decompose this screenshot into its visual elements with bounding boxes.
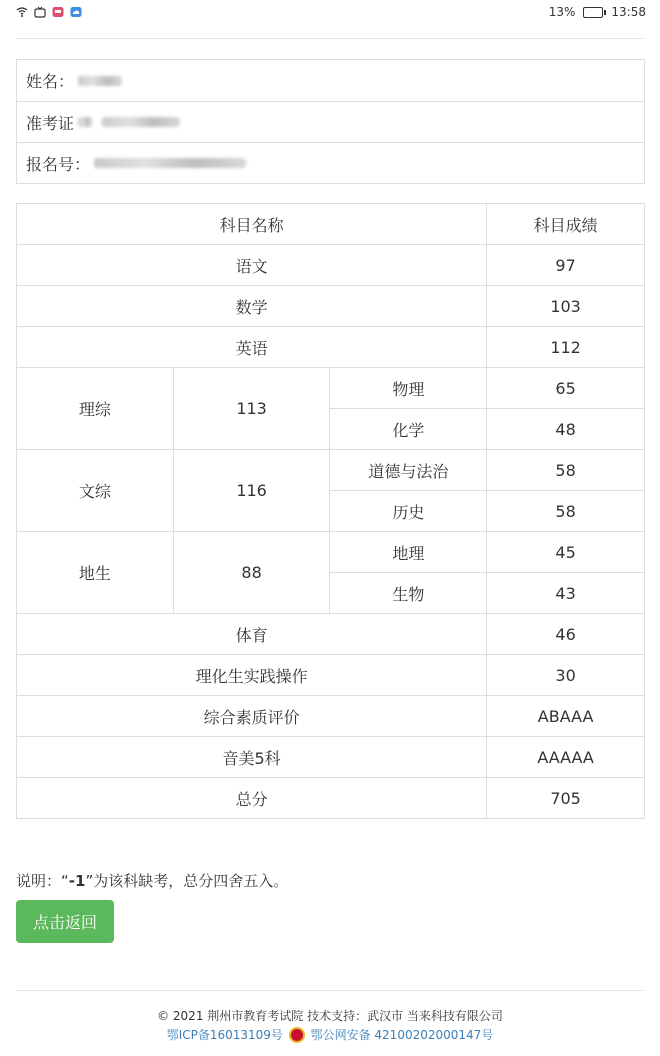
note-code: -1 <box>68 872 86 890</box>
divider <box>16 990 644 991</box>
footer-links <box>0 1026 660 1043</box>
name-row <box>17 60 644 101</box>
total-score: 705 <box>487 778 645 819</box>
sub-subject-label: 生物 <box>330 573 487 614</box>
subject-label: 语文 <box>17 245 487 286</box>
cloud-icon <box>70 6 82 18</box>
subject-score: ABAAA <box>487 696 645 737</box>
group-total: 88 <box>173 532 330 614</box>
group-total: 116 <box>173 450 330 532</box>
sub-subject-score: 48 <box>487 409 645 450</box>
sub-subject-score: 45 <box>487 532 645 573</box>
subject-score: 103 <box>487 286 645 327</box>
subject-label: 数学 <box>17 286 487 327</box>
status-icons-left <box>16 6 82 18</box>
wifi-icon <box>16 6 28 18</box>
registration-label: 报名号： <box>26 154 91 174</box>
score-table <box>16 203 645 819</box>
explanation-note <box>16 870 288 891</box>
sub-subject-label: 地理 <box>330 532 487 573</box>
table-row <box>17 327 645 368</box>
group-total: 113 <box>173 368 330 450</box>
table-row <box>17 286 645 327</box>
battery-percent: 13% <box>548 5 576 19</box>
redacted-registration-number <box>94 158 246 168</box>
group-label: 理综 <box>17 368 174 450</box>
sub-subject-score: 65 <box>487 368 645 409</box>
police-emblem-icon <box>289 1027 305 1043</box>
table-header-row <box>17 204 645 245</box>
table-row <box>17 696 645 737</box>
subject-score: AAAAA <box>487 737 645 778</box>
clock: 13:58 <box>611 5 646 19</box>
sub-subject-score: 58 <box>487 491 645 532</box>
total-label: 总分 <box>17 778 487 819</box>
subject-label: 综合素质评价 <box>17 696 487 737</box>
registration-row <box>17 142 644 183</box>
subject-score: 30 <box>487 655 645 696</box>
subject-score: 46 <box>487 614 645 655</box>
subject-label: 体育 <box>17 614 487 655</box>
group-label: 地生 <box>17 532 174 614</box>
sub-subject-label: 物理 <box>330 368 487 409</box>
app-notification-icon <box>52 6 64 18</box>
name-label: 姓名： <box>26 72 75 91</box>
battery-icon <box>583 7 603 18</box>
table-row <box>17 655 645 696</box>
footer-copyright: © 2021 荆州市教育考试院 技术支持：武汉市 当来科技有限公司 <box>157 1009 503 1023</box>
subject-score: 112 <box>487 327 645 368</box>
ticket-row <box>17 101 644 142</box>
subject-score-header: 科目成绩 <box>487 204 645 245</box>
ticket-label: 准考证 <box>26 113 75 133</box>
subject-name-header: 科目名称 <box>17 204 487 245</box>
note-suffix: ”为该科缺考，总分四舍五入。 <box>85 872 289 890</box>
redacted-ticket-part <box>78 117 92 127</box>
sub-subject-score: 43 <box>487 573 645 614</box>
subject-label: 理化生实践操作 <box>17 655 487 696</box>
divider <box>16 38 644 39</box>
sub-subject-label: 化学 <box>330 409 487 450</box>
total-row <box>17 778 645 819</box>
police-record-link[interactable]: 鄂公网安备 42100202000147号 <box>310 1028 494 1042</box>
subject-score: 97 <box>487 245 645 286</box>
table-row <box>17 737 645 778</box>
candidate-info-panel <box>16 59 645 184</box>
sub-subject-score: 58 <box>487 450 645 491</box>
group-label: 文综 <box>17 450 174 532</box>
sub-subject-label: 历史 <box>330 491 487 532</box>
subject-label: 英语 <box>17 327 487 368</box>
table-row <box>17 614 645 655</box>
status-bar <box>0 0 660 26</box>
icp-link[interactable]: 鄂ICP备16013109号 <box>166 1028 283 1042</box>
redacted-name <box>78 76 122 86</box>
table-row <box>17 368 645 409</box>
back-button[interactable]: 点击返回 <box>16 900 114 943</box>
table-row <box>17 450 645 491</box>
subject-label: 音美5科 <box>17 737 487 778</box>
table-row <box>17 245 645 286</box>
sub-subject-label: 道德与法治 <box>330 450 487 491</box>
redacted-ticket-number <box>102 117 180 127</box>
note-prefix: 说明：“ <box>16 872 69 890</box>
tv-icon <box>34 6 46 18</box>
table-row <box>17 532 645 573</box>
